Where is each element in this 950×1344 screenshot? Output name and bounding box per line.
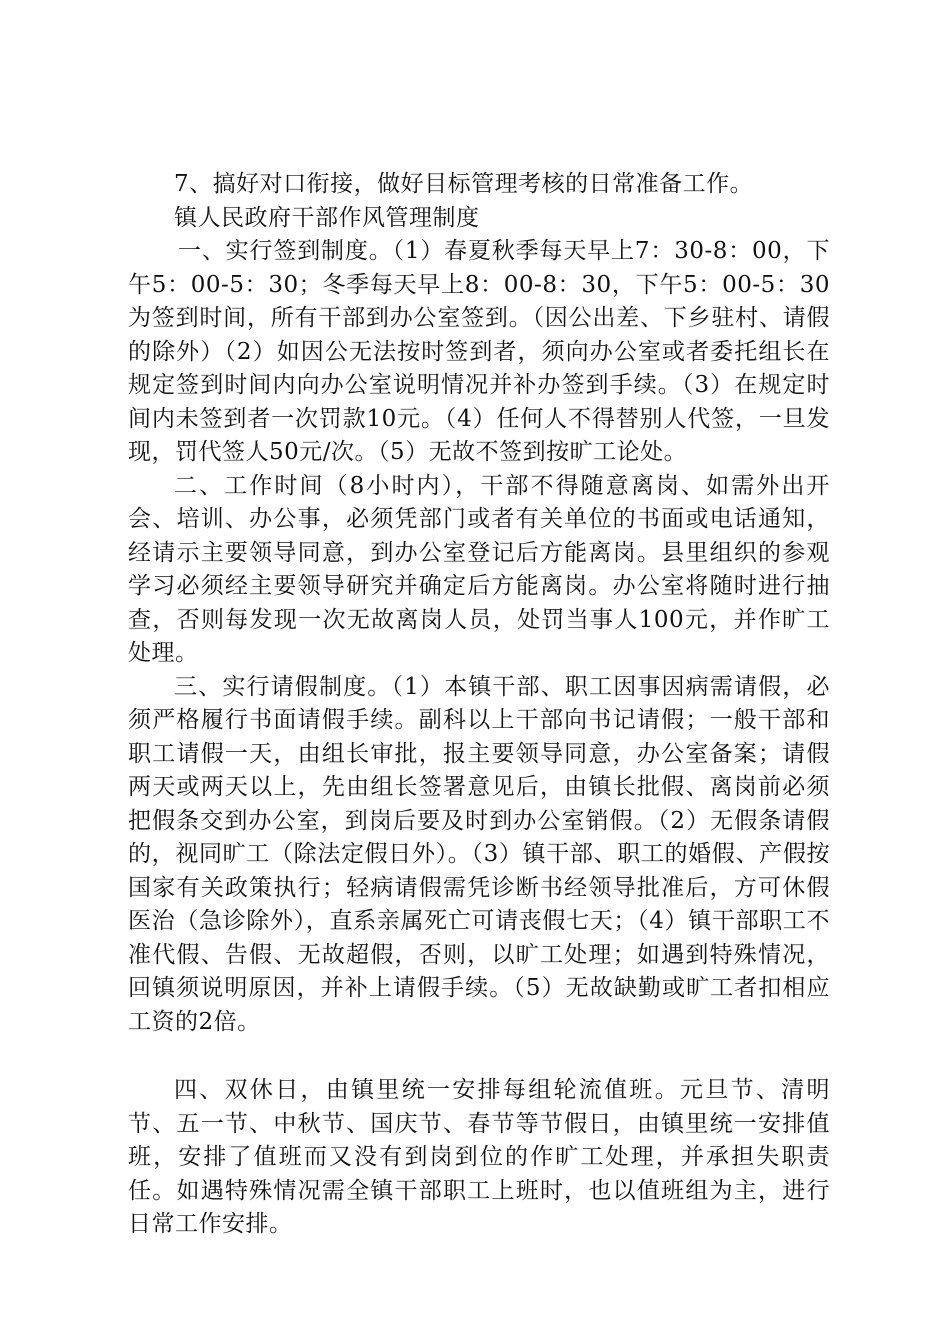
paragraph-work-hours: 二、工作时间（8小时内），干部不得随意离岗、如需外出开会、培训、办公事，必须凭部门或者有关单位的书面或电话通知，经请示主要领导同意，到办公室登记后方能离岗。县里组织的参观学习必须经主要领导研究并确定后方能离岗。办公室将随时进行抽查，否则每发现一次无故离岗人员，处罚当事人100元，并作旷工处理。 [128, 472, 830, 666]
paragraph-gap [128, 1039, 830, 1074]
document-title: 镇人民政府干部作风管理制度 [174, 204, 480, 231]
paragraph-leave: 三、实行请假制度。（1）本镇干部、职工因事因病需请假，必须严格履行书面请假手续。副科以上干部向书记请假；一般干部和职工请假一天，由组长审批，报主要领导同意，办公室备案；请假两天或两天以上，先由组长签署意见后，由镇长批假、离岗前必须把假条交到办公室，到岗后要及时到办公室销假。（2）无假条请假的，视同旷工（除法定假日外）。（3）镇干部、职工的婚假、产假按国家有关政策执行；轻病请假需凭诊断书经领导批准后，方可休假医治（急诊除外），直系亲属死亡可请丧假七天；（4）镇干部职工不准代假、告假、无故超假，否则，以旷工处理；如遇到特殊情况，回镇须说明原因，并补上请假手续。（5）无故缺勤或旷工者扣相应工资的2倍。 [128, 673, 830, 1035]
paragraph-duty: 四、双休日，由镇里统一安排每组轮流值班。元旦节、清明节、五一节、中秋节、国庆节、春节等节假日，由镇里统一安排值班，安排了值班而又没有到岗到位的作旷工处理，并承担失职责任。如遇特殊情况需全镇干部职工上班时，也以值班组为主，进行日常工作安排。 [128, 1077, 830, 1237]
paragraph-sign-in: 一、实行签到制度。（1）春夏秋季每天早上7：30-8：00，下午5：00-5：30；冬季每天早上8：00-8：30，下午5：00-5：30为签到时间，所有干部到办公室签到。（因公出差、下乡驻村、请假的除外）（2）如因公无法按时签到者，须向办公室或者委托组长在规定签到时间内向办公室说明情况并补办签到手续。（3）在规定时间内未签到者一次罚款10元。（4）任何人不得替别人代签，一旦发现，罚代签人50元/次。（5）无故不签到按旷工论处。 [128, 238, 830, 465]
paragraph-item-7: 7、搞好对口衔接，做好目标管理考核的日常准备工作。 [174, 171, 754, 197]
document-body [128, 168, 830, 1242]
